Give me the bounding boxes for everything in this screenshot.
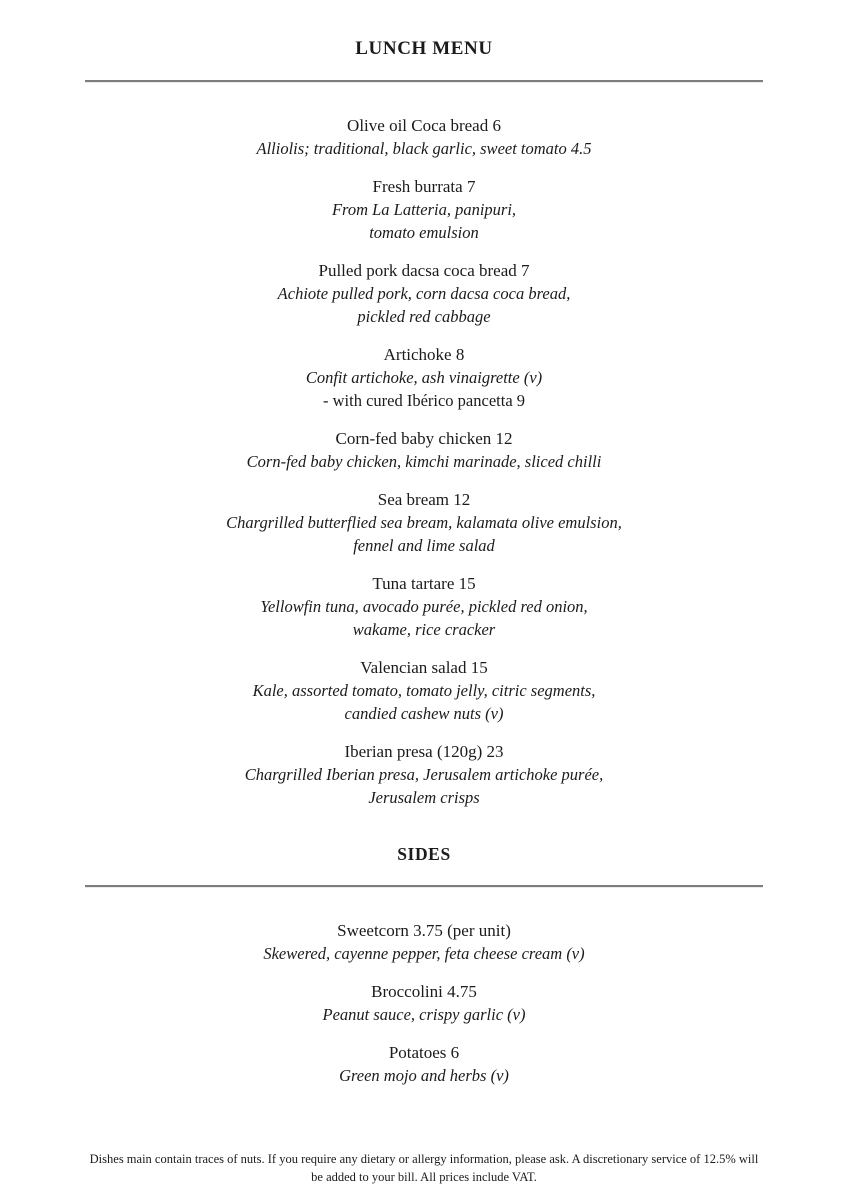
item-name: Pulled pork dacsa coca bread 7 <box>318 261 530 280</box>
item-description-line: Yellowfin tuna, avocado purée, pickled red onion, <box>260 597 588 616</box>
section-heading-sides: SIDES <box>397 844 451 864</box>
menu-item <box>0 572 848 641</box>
item-description-line: Corn-fed baby chicken, kimchi marinade, sliced chilli <box>246 452 602 471</box>
item-name: Artichoke 8 <box>383 345 465 364</box>
item-description-line: Skewered, cayenne pepper, feta cheese cream (v) <box>263 944 585 963</box>
menu-item <box>0 427 848 473</box>
footer-disclaimer-text: Dishes main contain traces of nuts. If you require any dietary or allergy information, please ask. A discretionary service of 12.5% will be added to your bill. All prices include VAT. <box>89 1152 759 1184</box>
item-name: Potatoes 6 <box>388 1043 460 1062</box>
item-name: Sweetcorn 3.75 (per unit) <box>337 921 511 940</box>
menu-item <box>0 343 848 412</box>
item-name: Valencian salad 15 <box>360 658 488 677</box>
item-description-line: From La Latteria, panipuri, <box>331 200 517 219</box>
item-description-line: Kale, assorted tomato, tomato jelly, citric segments, <box>252 681 596 700</box>
menu-item <box>0 919 848 965</box>
item-name: Corn-fed baby chicken 12 <box>335 429 513 448</box>
item-description-line: wakame, rice cracker <box>352 620 496 639</box>
page-title: LUNCH MENU <box>355 38 493 59</box>
menu-item <box>0 259 848 328</box>
menu-item <box>0 740 848 809</box>
item-description-line: Jerusalem crisps <box>368 788 480 807</box>
menu-item <box>0 175 848 244</box>
item-description-line: fennel and lime salad <box>353 536 495 555</box>
menu-item <box>0 488 848 557</box>
menu-item <box>0 980 848 1026</box>
menu-item <box>0 114 848 160</box>
sides-items-list <box>0 919 848 1087</box>
item-name: Fresh burrata 7 <box>372 177 476 196</box>
item-description-line: Chargrilled butterflied sea bream, kalamata olive emulsion, <box>226 513 622 532</box>
item-name: Tuna tartare 15 <box>372 574 476 593</box>
item-description-line: Achiote pulled pork, corn dacsa coca bread, <box>277 284 571 303</box>
item-description-line: Confit artichoke, ash vinaigrette (v) <box>305 368 543 387</box>
item-description-line: candied cashew nuts (v) <box>344 704 504 723</box>
item-name: Iberian presa (120g) 23 <box>344 742 504 761</box>
top-divider <box>85 80 763 82</box>
lunch-items-list <box>0 114 848 809</box>
item-description-line: Chargrilled Iberian presa, Jerusalem artichoke purée, <box>244 765 604 784</box>
item-description-line: tomato emulsion <box>369 223 479 242</box>
menu-item <box>0 1041 848 1087</box>
menu-item <box>0 656 848 725</box>
item-name: Olive oil Coca bread 6 <box>347 116 501 135</box>
footer-disclaimer <box>88 1150 760 1186</box>
sides-divider <box>85 885 763 887</box>
item-description-line: pickled red cabbage <box>357 307 491 326</box>
item-description-line: Peanut sauce, crispy garlic (v) <box>322 1005 526 1024</box>
item-description-line: Green mojo and herbs (v) <box>339 1066 509 1085</box>
item-name: Sea bream 12 <box>377 490 471 509</box>
item-name: Broccolini 4.75 <box>371 982 477 1001</box>
item-note: - with cured Ibérico pancetta 9 <box>322 391 526 410</box>
item-description-line: Alliolis; traditional, black garlic, sweet tomato 4.5 <box>256 139 592 158</box>
